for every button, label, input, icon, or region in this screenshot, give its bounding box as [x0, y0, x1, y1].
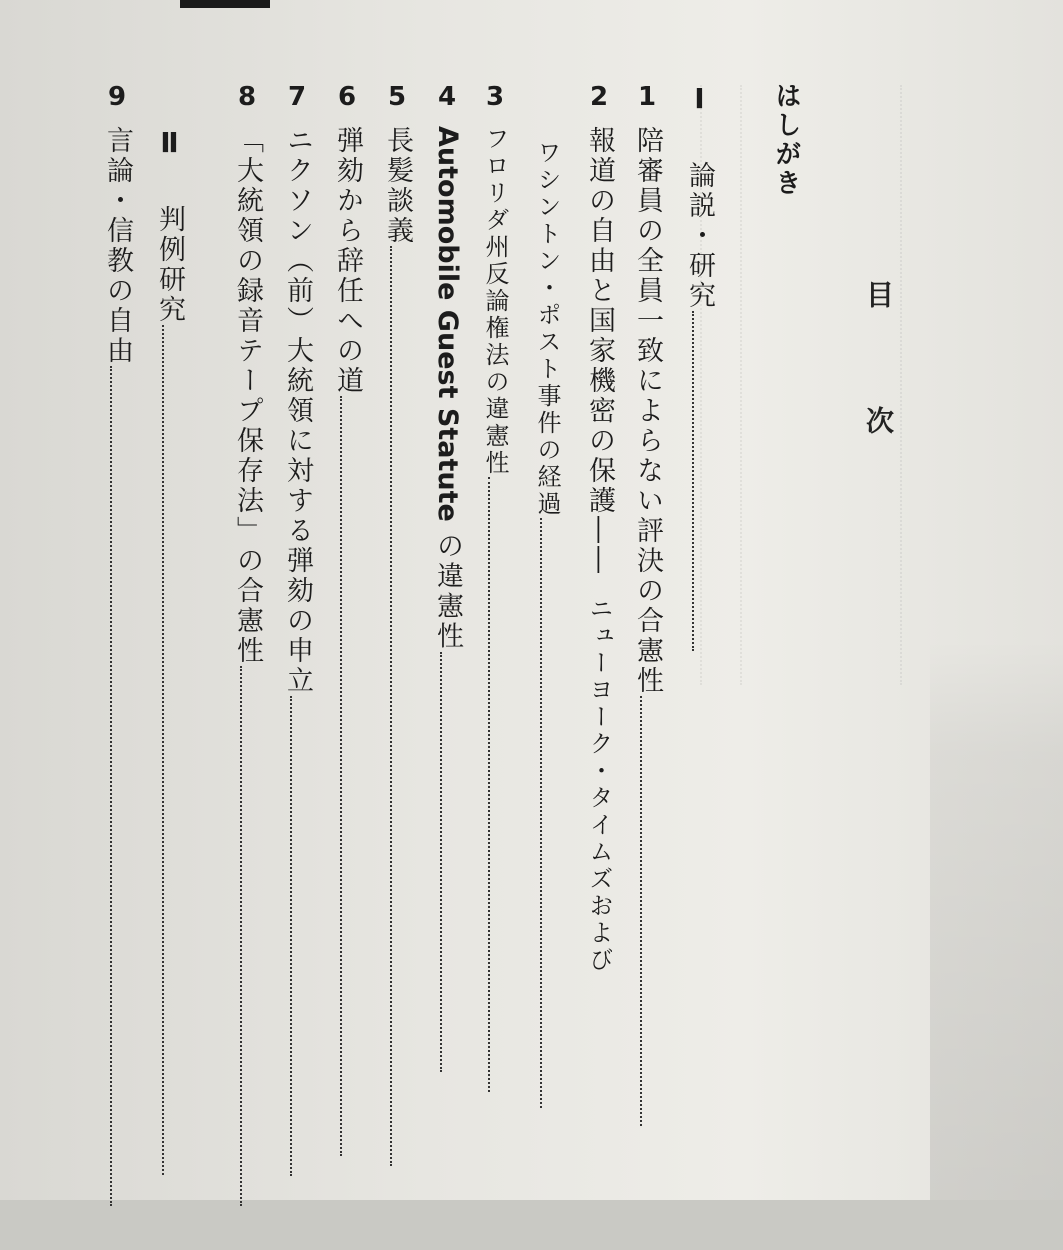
page-title: 目次 — [862, 280, 895, 532]
entry-number: 8 — [232, 82, 262, 112]
part-numeral: Ⅱ — [153, 126, 186, 159]
part-label: 判例研究 — [154, 205, 185, 325]
toc-entry-2-subtitle — [530, 140, 565, 1250]
part-2-heading — [150, 126, 189, 1236]
preface-entry — [768, 82, 805, 1192]
toc-entry-8 — [228, 82, 267, 1192]
entry-number: 9 — [102, 82, 132, 112]
entry-title: の違憲性 — [432, 531, 463, 652]
entry-subtitle: ワシントン・ポスト事件の経過 — [533, 140, 561, 518]
toc-entry-1 — [628, 82, 667, 1192]
leader-dots — [692, 311, 694, 651]
leader-dots — [390, 246, 392, 1166]
toc-entry-5 — [378, 82, 417, 1192]
entry-title: フロリダ州反論権法の違憲性 — [481, 126, 509, 477]
entry-title: 陪審員の全員一致によらない評決の合憲性 — [632, 126, 663, 696]
entry-subtitle-continued: ニューヨーク・タイムズおよび — [585, 596, 613, 974]
leader-dots — [240, 666, 242, 1206]
toc-entry-6 — [328, 82, 367, 1192]
entry-number: 2 — [584, 82, 614, 112]
page-shadow — [930, 640, 1063, 1200]
entry-title-latin: Automobile Guest Statute — [432, 126, 463, 522]
preface-label: はしがき — [771, 82, 801, 198]
toc-entry-9 — [98, 82, 137, 1192]
part-label: 論説・研究 — [684, 161, 715, 311]
entry-title: 報道の自由と国家機密の保護―― — [584, 126, 615, 576]
entry-title: ニクソン（前）大統領に対する弾劾の申立 — [282, 126, 313, 696]
entry-number: 5 — [382, 82, 412, 112]
show-through-line — [740, 85, 744, 685]
part-1-heading — [680, 82, 719, 1192]
leader-dots — [162, 325, 164, 1175]
leader-dots — [440, 652, 442, 1072]
entry-number: 4 — [432, 82, 462, 112]
entry-title: 弾劾から辞任への道 — [332, 126, 363, 396]
leader-dots — [488, 477, 490, 1092]
leader-dots — [290, 696, 292, 1176]
entry-number: 6 — [332, 82, 362, 112]
entry-number: 3 — [480, 82, 510, 112]
leader-dots — [640, 696, 642, 1126]
entry-number: 7 — [282, 82, 312, 112]
entry-title: 言論・信教の自由 — [102, 126, 133, 366]
entry-title: 「大統領の録音テープ保存法」の合憲性 — [232, 126, 263, 666]
toc-entry-2 — [580, 82, 619, 1192]
part-numeral: Ⅰ — [683, 82, 716, 115]
top-ink-mark — [180, 0, 270, 8]
toc-entry-7 — [278, 82, 317, 1192]
toc-entry-3 — [478, 82, 513, 1192]
toc-entry-4 — [428, 82, 467, 1192]
leader-dots — [110, 366, 112, 1206]
leader-dots — [340, 396, 342, 1156]
entry-title: 長髪談義 — [382, 126, 413, 246]
leader-dots — [540, 518, 542, 1108]
show-through-line — [900, 85, 904, 685]
entry-number: 1 — [632, 82, 662, 112]
